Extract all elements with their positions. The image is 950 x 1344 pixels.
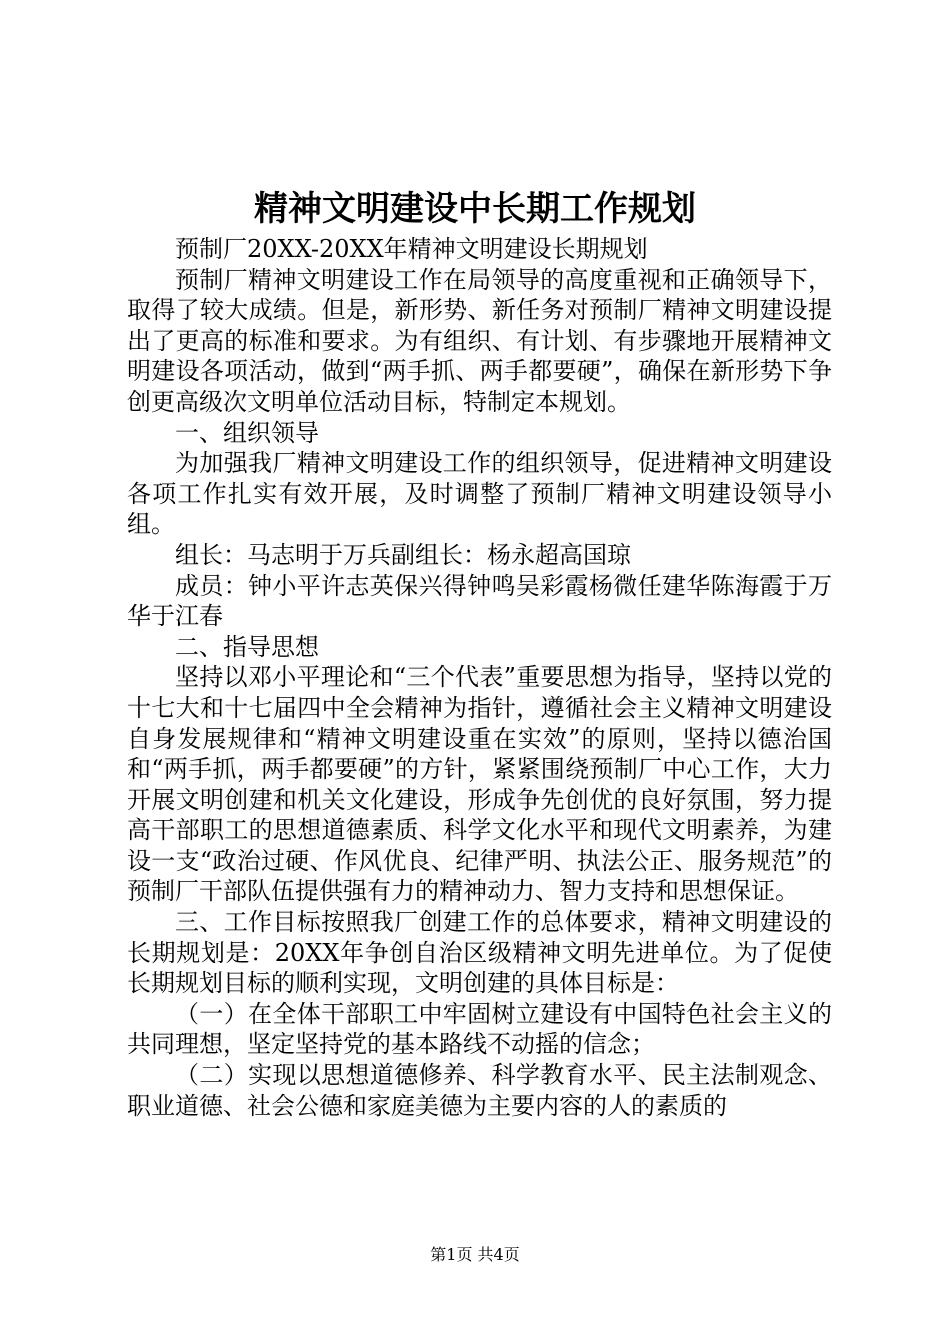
work-goals-paragraph: 三、工作目标按照我厂创建工作的总体要求，精神文明建设的长期规划是：20XX年争创自治区级精神文明先进单位。为了促使长期规划目标的顺利实现，文明创建的具体目标是： — [127, 908, 832, 998]
section-heading-guiding-thought: 二、指导思想 — [175, 632, 319, 661]
goal-item-1: （一）在全体干部职工中牢固树立建设有中国特色社会主义的共同理想，坚定坚持党的基本路线不动摇的信念； — [127, 999, 832, 1059]
intro-paragraph: 预制厂精神文明建设工作在局领导的高度重视和正确领导下，取得了较大成绩。但是，新形势、新任务对预制厂精神文明建设提出了更高的标准和要求。为有组织、有计划、有步骤地开展精神文明建设各项活动，做到“两手抓、两手都要硬”，确保在新形势下争创更高级次文明单位活动目标，特制定本规划。 — [127, 265, 832, 416]
guiding-thought-paragraph: 坚持以邓小平理论和“三个代表”重要思想为指导，坚持以党的十七大和十七届四中全会精神为指针，遵循社会主义精神文明建设自身发展规律和“精神文明建设重在实效”的原则，坚持以德治国和“两手抓，两手都要硬”的方针，紧紧围绕预制厂中心工作，大力开展文明创建和机关文化建设，形成争先创优的良好氛围，努力提高干部职工的思想道德素质、科学文化水平和现代文明素养，为建设一支“政治过硬、作风优良、纪律严明、执法公正、服务规范”的预制厂干部队伍提供强有力的精神动力、智力支持和思想保证。 — [127, 663, 832, 906]
section-heading-organization: 一、组织领导 — [175, 418, 319, 447]
document-title: 精神文明建设中长期工作规划 — [254, 189, 696, 229]
page-footer: 第1页 共4页 — [430, 1245, 520, 1264]
organization-paragraph: 为加强我厂精神文明建设工作的组织领导，促进精神文明建设各项工作扎实有效开展，及时调整了预制厂精神文明建设领导小组。 — [127, 449, 832, 539]
members-paragraph: 成员：钟小平许志英保兴得钟鸣吴彩霞杨微任建华陈海霞于万华于江春 — [127, 571, 832, 631]
goal-item-2: （二）实现以思想道德修养、科学教育水平、民主法制观念、职业道德、社会公德和家庭美德为主要内容的人的素质的 — [127, 1061, 832, 1120]
leaders-paragraph: 组长：马志明于万兵副组长：杨永超高国琼 — [175, 540, 631, 569]
document-body — [127, 234, 832, 1121]
subtitle-paragraph: 预制厂20XX-20XX年精神文明建设长期规划 — [175, 235, 648, 263]
